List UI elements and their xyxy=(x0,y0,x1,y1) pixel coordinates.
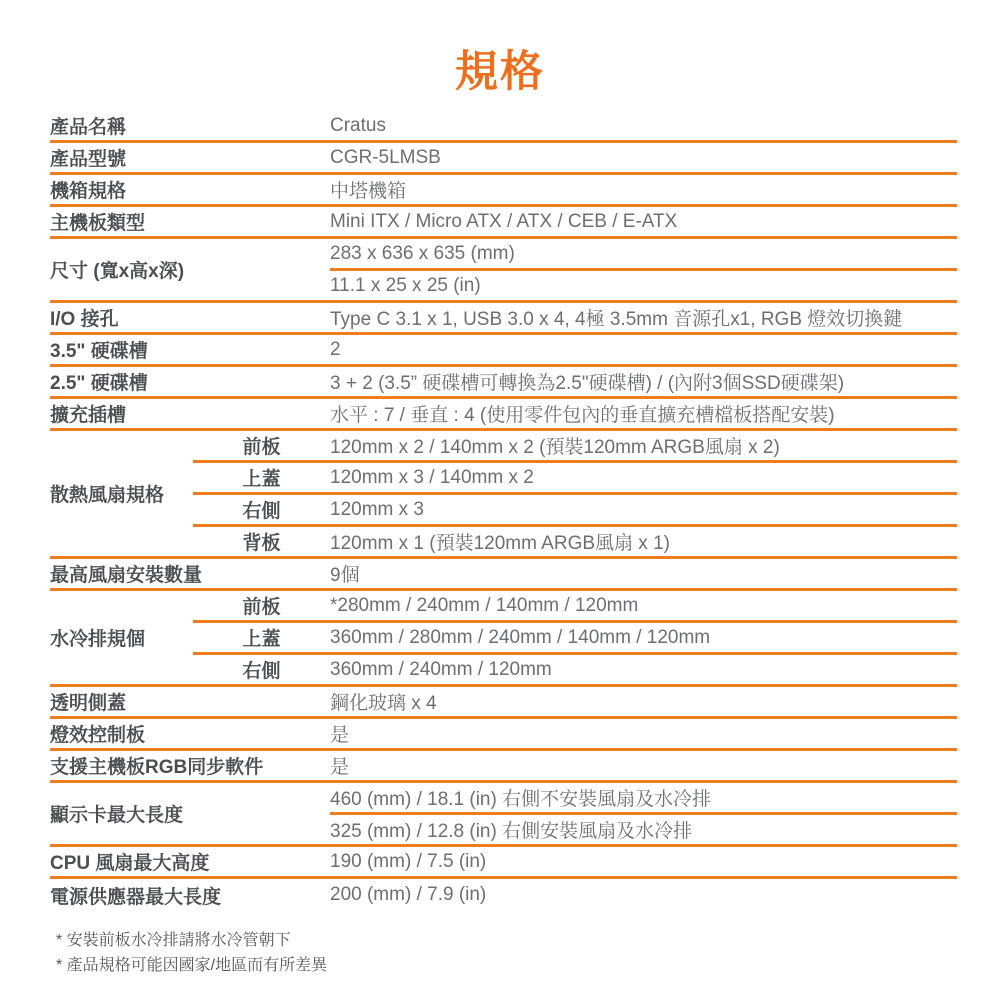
row-label: 透明側蓋 xyxy=(50,693,127,714)
spec-row-rgb-controller xyxy=(50,719,957,751)
spec-row-dimensions xyxy=(50,239,957,303)
row-value-stack xyxy=(330,239,957,300)
spec-row-psu-length xyxy=(50,879,957,911)
sub-row-label: 前板 xyxy=(242,437,281,458)
spec-row-io-ports xyxy=(50,303,957,335)
row-value-with-fan: 325 (mm) / 12.8 (in) 右側安裝風扇及水冷排 xyxy=(330,821,693,842)
sub-row-value: 120mm x 3 / 140mm x 2 xyxy=(330,466,534,488)
spec-row-fan-specs xyxy=(50,431,957,559)
row-label: 產品型號 xyxy=(50,149,127,170)
sub-row-value: *280mm / 240mm / 140mm / 120mm xyxy=(330,594,639,616)
row-value-mm: 283 x 636 x 635 (mm) xyxy=(330,239,957,271)
sub-row-label: 前板 xyxy=(242,597,281,618)
row-label: 顯示卡最大長度 xyxy=(50,805,184,826)
spec-row-cpu-cooler-height xyxy=(50,847,957,879)
spec-row-product-name xyxy=(50,111,957,143)
spec-row-expansion-slots xyxy=(50,399,957,431)
row-value-in: 11.1 x 25 x 25 (in) xyxy=(330,274,481,296)
spec-row-radiator-specs xyxy=(50,591,957,687)
footnotes xyxy=(56,928,327,978)
row-label: 主機板類型 xyxy=(50,213,146,234)
row-value: 是 xyxy=(330,725,350,746)
sub-row-label: 上蓋 xyxy=(242,469,281,490)
sub-row-right xyxy=(193,495,957,527)
sub-row-front xyxy=(193,591,957,623)
row-value: 190 (mm) / 7.5 (in) xyxy=(330,850,487,872)
row-value: 200 (mm) / 7.9 (in) xyxy=(330,884,487,905)
row-label: 電源供應器最大長度 xyxy=(50,886,222,908)
sub-row-value: 120mm x 3 xyxy=(330,498,424,520)
row-value: CGR-5LMSB xyxy=(330,146,441,168)
spec-table xyxy=(50,111,957,911)
sub-row-label: 背板 xyxy=(242,533,281,554)
spec-row-35-bays xyxy=(50,335,957,367)
spec-row-side-panel xyxy=(50,687,957,719)
row-value: 水平 : 7 / 垂直 : 4 (使用零件包內的垂直擴充槽檔板搭配安裝) xyxy=(330,405,835,426)
sub-row-value: 360mm / 240mm / 120mm xyxy=(330,658,552,680)
row-value: 中塔機箱 xyxy=(330,181,407,202)
spec-row-25-bays xyxy=(50,367,957,399)
row-label: 最高風扇安裝數量 xyxy=(50,565,203,586)
row-label: 燈效控制板 xyxy=(50,725,146,746)
row-value-no-fan: 460 (mm) / 18.1 (in) 右側不安裝風扇及水冷排 xyxy=(330,783,957,815)
sub-row-value: 120mm x 1 (預裝120mm ARGB風扇 x 1) xyxy=(330,533,670,554)
sub-row-value: 120mm x 2 / 140mm x 2 (預裝120mm ARGB風扇 x 2) xyxy=(330,437,780,458)
spec-row-gpu-length xyxy=(50,783,957,847)
row-label: 支援主機板RGB同步軟件 xyxy=(50,757,264,778)
spec-row-case-type xyxy=(50,175,957,207)
row-label: 產品名稱 xyxy=(50,117,127,138)
row-label: 水冷排規個 xyxy=(50,629,146,650)
row-value: Type C 3.1 x 1, USB 3.0 x 4, 4極 3.5mm 音源孔x1, RGB 燈效切換鍵 xyxy=(330,309,903,330)
row-label: 散熱風扇規格 xyxy=(50,485,165,506)
sub-row-top xyxy=(193,463,957,495)
spec-row-model xyxy=(50,143,957,175)
row-value: 3 + 2 (3.5” 硬碟槽可轉換為2.5"硬碟槽) / (內附3個SSD硬碟架) xyxy=(330,373,845,394)
sub-row-right xyxy=(193,655,957,684)
radiator-subrows xyxy=(193,591,957,684)
spec-row-rgb-sync xyxy=(50,751,957,783)
spec-row-max-fans xyxy=(50,559,957,591)
footnote-radiator: * 安裝前板水冷排請將水冷管朝下 xyxy=(56,932,291,949)
row-label: I/O 接孔 xyxy=(50,309,119,330)
row-label: 機箱規格 xyxy=(50,181,127,202)
sub-row-top xyxy=(193,623,957,655)
row-label: CPU 風扇最大高度 xyxy=(50,853,210,874)
row-value-stack xyxy=(330,783,957,844)
row-label: 2.5" 硬碟槽 xyxy=(50,373,148,394)
row-label: 擴充插槽 xyxy=(50,405,127,426)
sub-row-value: 360mm / 280mm / 240mm / 140mm / 120mm xyxy=(330,626,711,648)
sub-row-front xyxy=(193,431,957,463)
sub-row-label: 右側 xyxy=(242,661,281,682)
row-value: 鋼化玻璃 x 4 xyxy=(330,693,437,714)
row-value: Cratus xyxy=(330,114,386,136)
row-value: 是 xyxy=(330,757,350,778)
row-value: 9個 xyxy=(330,565,360,586)
sub-row-rear xyxy=(193,527,957,556)
page-title: 規格 xyxy=(455,48,545,96)
row-value: 2 xyxy=(330,338,341,360)
footnote-region: * 產品規格可能因國家/地區而有所差異 xyxy=(56,957,328,974)
sub-row-label: 右側 xyxy=(242,501,281,522)
row-label: 尺寸 (寬x高x深) xyxy=(50,261,185,282)
row-value: Mini ITX / Micro ATX / ATX / CEB / E-ATX xyxy=(330,210,678,232)
sub-row-label: 上蓋 xyxy=(242,629,281,650)
fan-subrows xyxy=(193,431,957,556)
spec-row-motherboard xyxy=(50,207,957,239)
row-label: 3.5" 硬碟槽 xyxy=(50,341,148,362)
